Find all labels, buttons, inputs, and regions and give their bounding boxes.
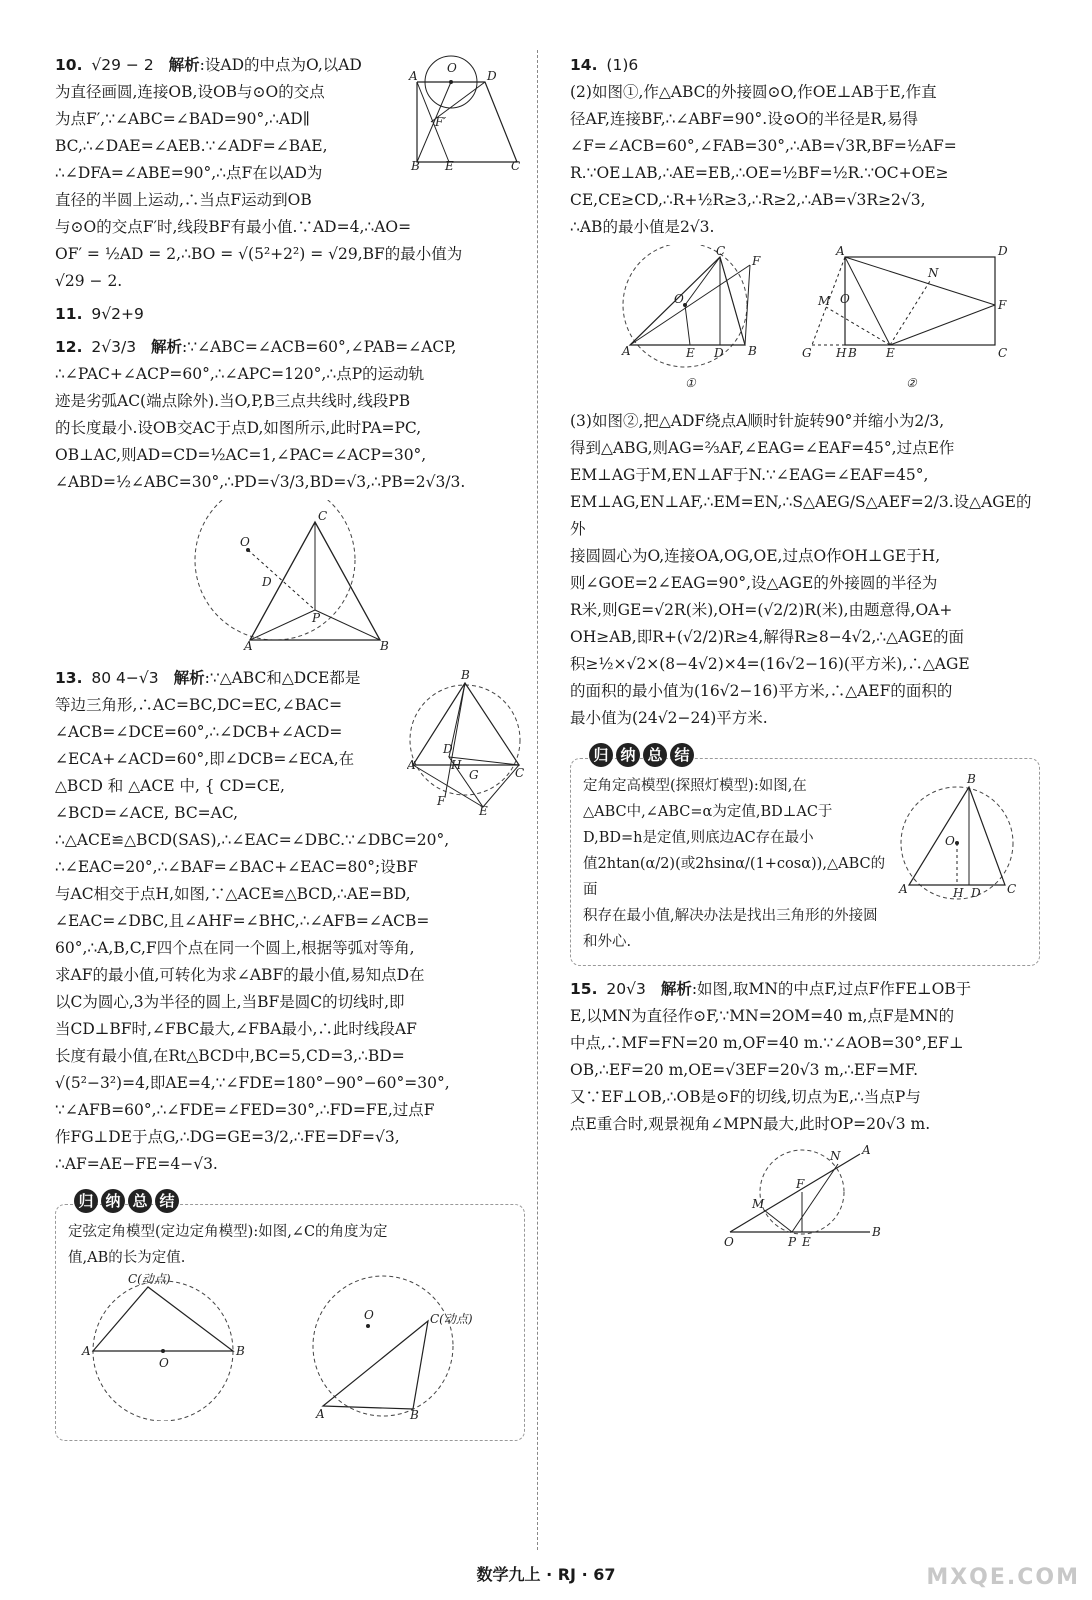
problem-13: [55, 665, 525, 1178]
p14-line: OH≥AB,即R+(√2/2)R≥4,解得R≥8−4√2,∴△AGE的面: [570, 628, 964, 646]
p14-line: 接圆圆心为O,连接OA,OG,OE,过点O作OH⊥GE于H,: [570, 547, 941, 565]
figure-p12: [170, 500, 410, 650]
watermark: MXQE.COM: [926, 1565, 1080, 1590]
svg-text:E: E: [886, 346, 895, 360]
fig1-caption: ①: [685, 376, 696, 390]
svg-text:A: A: [622, 344, 631, 358]
svg-text:F: F: [998, 298, 1007, 312]
p10-label: 解析: [168, 56, 200, 74]
svg-text:A: A: [409, 69, 418, 83]
svg-text:C: C: [998, 346, 1008, 360]
p12-line: ∴∠PAC+∠ACP=60°,∴∠APC=120°,∴点P的运动轨: [55, 365, 425, 383]
svg-text:B: B: [967, 773, 976, 786]
summary-title-char: 总: [128, 1189, 152, 1213]
p12-line: :∵∠ABC=∠ACB=60°,∠PAB=∠ACP,: [182, 338, 457, 356]
summary2-line: 积存在最小值,解决办法是找出三角形的外接圆和外心.: [583, 908, 878, 950]
svg-text:E: E: [479, 804, 488, 815]
p12-line: 的长度最小.设OB交AC于点D,如图所示,此时PA=PC,: [55, 419, 422, 437]
svg-text:C: C: [515, 766, 525, 780]
p10-line: ∴∠DFA=∠ABE=90°,∴点F在以AD为: [55, 164, 323, 182]
problem-15: [570, 976, 1040, 1261]
p13-answer: 80 4−√3: [91, 669, 159, 687]
p13-line: 60°,∴A,B,C,F四个点在同一个圆上,根据等弧对等角,: [55, 939, 415, 957]
summary-box-2: [570, 746, 1040, 966]
svg-text:A: A: [862, 1143, 871, 1157]
svg-text:O: O: [364, 1308, 374, 1322]
summary2-line: 定角定高模型(探照灯模型):如图,在: [583, 778, 807, 794]
svg-text:A: A: [244, 639, 253, 650]
p14-line: R.∵OE⊥AB,∴AE=EB,∴OE=½BF=½R.∵OC+OE≥: [570, 164, 949, 182]
svg-text:G: G: [469, 768, 479, 782]
summary-title-char: 总: [643, 743, 667, 767]
svg-text:O: O: [840, 292, 850, 306]
p14-line: (2)如图①,作△ABC的外接圆⊙O,作OE⊥AB于E,作直: [570, 83, 937, 101]
svg-text:N: N: [928, 266, 939, 280]
p14-line: EM⊥AG,EN⊥AF,∴EM=EN,∴S△AEG/S△AEF=2/3.设△AGE的外: [570, 493, 1032, 538]
p10-line: 为点F′,∵∠ABC=∠BAD=90°,∴AD∥: [55, 110, 310, 128]
right-column: [570, 52, 1040, 1267]
problem-11: [55, 301, 525, 328]
svg-text:A: A: [407, 758, 416, 772]
p13-line: ∠EAC=∠DBC,且∠AHF=∠BHC,∴∠AFB=∠ACB=: [55, 912, 430, 930]
svg-text:P: P: [788, 1235, 797, 1249]
summary-title-char: 结: [670, 743, 694, 767]
p10-line: :设AD的中点为O,以AD: [199, 56, 362, 74]
svg-text:B: B: [410, 1408, 419, 1421]
svg-text:E: E: [802, 1235, 811, 1249]
summary1-line: 值,AB的长为定值.: [68, 1250, 186, 1266]
p15-line: :如图,取MN的中点F,过点F作FE⊥OB于: [691, 980, 972, 998]
svg-text:F: F: [752, 254, 761, 268]
p12-answer: 2√3/3: [91, 338, 137, 356]
p15-line: 又∵EF⊥OB,∴OB是⊙F的切线,切点为E,∴当点P与: [570, 1088, 921, 1106]
svg-text:C: C: [511, 159, 521, 172]
p12-line: 迹是劣弧AC(端点除外).当O,P,B三点共线时,线段PB: [55, 392, 411, 410]
p11-number: 11.: [55, 305, 83, 323]
svg-text:M: M: [752, 1197, 765, 1211]
svg-text:G: G: [802, 346, 812, 360]
p13-line: 以C为圆心,3为半径的圆上,当BF是圆C的切线时,即: [55, 993, 405, 1011]
svg-text:D: D: [487, 69, 497, 83]
svg-text:P: P: [312, 611, 321, 625]
page-footer: 数学九上 · RJ · 67: [476, 1565, 616, 1584]
problem-10: [55, 52, 525, 295]
svg-text:B: B: [411, 159, 420, 172]
svg-text:A: A: [316, 1407, 325, 1421]
p13-line: ∴△ACE≌△BCD(SAS),∴∠EAC=∠DBC.∵∠DBC=20°,: [55, 831, 450, 849]
summary-title-char: 纳: [101, 1189, 125, 1213]
figure-p14: [590, 245, 1020, 395]
svg-text:C: C: [1007, 882, 1017, 896]
p14-line: R米,则GE=√2R(米),OH=(√2/2)R(米),由题意得,OA+: [570, 601, 953, 619]
svg-text:H: H: [451, 758, 462, 772]
summary2-line: △ABC中,∠ABC=α为定值,BD⊥AC于: [583, 804, 833, 820]
p10-answer: √29 − 2: [91, 56, 154, 74]
p13-line: ∴AF=AE−FE=4−√3.: [55, 1155, 218, 1173]
svg-text:O: O: [159, 1356, 169, 1370]
figure-p10: [407, 52, 525, 172]
summary-title-char: 归: [74, 1189, 98, 1213]
p12-number: 12.: [55, 338, 83, 356]
svg-text:D: D: [971, 886, 981, 900]
column-divider: [537, 50, 538, 1550]
p13-line: ∠ECA+∠ACD=60°,即∠DCB=∠ECA,在: [55, 750, 355, 768]
p13-line: √(5²−3²)=4,即AE=4,∵∠FDE=180°−90°−60°=30°,: [55, 1074, 450, 1092]
p15-line: E,以MN为直径作⊙F,∵MN=2OM=40 m,点F是MN的: [570, 1007, 955, 1025]
p14-line: ∴AB的最小值是2√3.: [570, 218, 715, 236]
summary-title: [74, 1189, 179, 1213]
p13-line: △BCD 和 △ACE 中, { CD=CE, ∠BCD=∠ACE, BC=AC,: [55, 777, 285, 822]
p13-line: 与AC相交于点H,如图,∵△ACE≌△BCD,∴AE=BD,: [55, 885, 411, 903]
p14-number: 14.: [570, 56, 598, 74]
p14-line: ∠F=∠ACB=60°,∠FAB=30°,∴AB=√3R,BF=½AF=: [570, 137, 957, 155]
p14-line: 积≥½×√2×(8−4√2)×4=(16√2−16)(平方米),∴△AGE: [570, 655, 970, 673]
p10-line: √29 − 2.: [55, 272, 123, 290]
svg-text:O: O: [724, 1235, 734, 1249]
p14-line: 得到△ABG,则AG=⅔AF,∠EAG=∠EAF=45°,过点E作: [570, 439, 955, 457]
svg-text:D: D: [714, 346, 724, 360]
p14-part1: (1)6: [606, 56, 639, 74]
problem-12: [55, 334, 525, 659]
summary2-line: 值2htan(α/2)(或2hsinα/(1+cosα)),△ABC的面: [583, 856, 886, 898]
p13-line: 长度有最小值,在Rt△BCD中,BC=5,CD=3,∴BD=: [55, 1047, 405, 1065]
p15-number: 15.: [570, 980, 598, 998]
svg-text:B: B: [236, 1344, 245, 1358]
p14-line: 最小值为(24√2−24)平方米.: [570, 709, 768, 727]
summary1-line: 定弦定角模型(定边定角模型):如图,∠C的角度为定: [68, 1224, 388, 1240]
p15-answer: 20√3: [606, 980, 646, 998]
left-column: [55, 52, 525, 1451]
svg-text:A: A: [899, 882, 908, 896]
p13-line: ∴∠EAC=20°,∴∠BAF=∠BAC+∠EAC=80°;设BF: [55, 858, 418, 876]
svg-text:B: B: [872, 1225, 881, 1239]
figure-summary2: [897, 773, 1027, 903]
svg-text:O: O: [945, 834, 955, 848]
svg-text:O: O: [447, 61, 457, 75]
svg-text:C: C: [318, 509, 328, 523]
svg-text:N: N: [830, 1149, 841, 1163]
p14-line: 径AF,连接BF,∴∠ABF=90°.设⊙O的半径是R,易得: [570, 110, 918, 128]
summary-title-char: 归: [589, 743, 613, 767]
summary2-line: D,BD=h是定值,则底边AC存在最小: [583, 830, 814, 846]
svg-text:D: D: [262, 575, 272, 589]
p12-label: 解析: [151, 338, 183, 356]
svg-text:C: C: [716, 245, 726, 258]
figure-p15: [720, 1142, 890, 1252]
problem-14: [570, 52, 1040, 732]
svg-text:B: B: [380, 639, 389, 650]
svg-text:O: O: [240, 535, 250, 549]
svg-text:B: B: [848, 346, 857, 360]
p13-line: :∵△ABC和△DCE都是: [204, 669, 361, 687]
svg-text:B: B: [748, 344, 757, 358]
p10-line: 直径的半圆上运动,∴当点F运动到OB: [55, 191, 312, 209]
p13-label: 解析: [173, 669, 205, 687]
figure-p13: [407, 665, 525, 815]
summary-box-1: [55, 1192, 525, 1441]
p13-line: ∠ACB=∠DCE=60°,∴∠DCB+∠ACD=: [55, 723, 343, 741]
p10-line: 为直径画圆,连接OB,设OB与⊙O的交点: [55, 83, 325, 101]
p13-line: 求AF的最小值,可转化为求∠ABF的最小值,易知点D在: [55, 966, 425, 984]
svg-text:E: E: [445, 159, 454, 172]
p13-line: 当CD⊥BF时,∠FBC最大,∠FBA最小,∴此时线段AF: [55, 1020, 417, 1038]
svg-text:A: A: [82, 1344, 91, 1358]
svg-text:H: H: [953, 886, 964, 900]
svg-text:O: O: [674, 292, 684, 306]
svg-text:A: A: [836, 245, 845, 258]
p13-number: 13.: [55, 669, 83, 687]
p14-line: 则∠GOE=2∠EAG=90°,设△AGE的外接圆的半径为: [570, 574, 938, 592]
svg-text:F: F: [437, 794, 446, 808]
p12-line: ∠ABD=½∠ABC=30°,∴PD=√3/3,BD=√3,∴PB=2√3/3.: [55, 473, 466, 491]
summary-title-char: 纳: [616, 743, 640, 767]
svg-text:E: E: [686, 346, 695, 360]
p15-line: OB,∴EF=20 m,OE=√3EF=20√3 m,∴EF=MF.: [570, 1061, 919, 1079]
p10-line: OF′ = ½AD = 2,∴BO = √(5²+2²) = √29,BF的最小值为: [55, 245, 463, 263]
moving-point-label-2: C(动点): [430, 1312, 473, 1326]
p11-answer: 9√2+9: [91, 305, 144, 323]
summary-title-char: 结: [155, 1189, 179, 1213]
p10-line: BC,∴∠DAE=∠AEB.∵∠ADF=∠BAE,: [55, 137, 328, 155]
p14-line: (3)如图②,把△ADF绕点A顺时针旋转90°并缩小为2/3,: [570, 412, 945, 430]
p15-line: 中点,∴MF=FN=20 m,OF=40 m.∵∠AOB=30°,EF⊥: [570, 1034, 964, 1052]
svg-text:F′: F′: [435, 115, 447, 129]
p14-line: EM⊥AG于M,EN⊥AF于N.∵∠EAG=∠EAF=45°,: [570, 466, 929, 484]
p10-line: 与⊙O的交点F′时,线段BF有最小值.∵AD=4,∴AO=: [55, 218, 412, 236]
p13-line: 作FG⊥DE于点G,∴DG=GE=3/2,∴FE=DF=√3,: [55, 1128, 400, 1146]
p15-line: 点E重合时,观景视角∠MPN最大,此时OP=20√3 m.: [570, 1115, 931, 1133]
p12-line: OB⊥AC,则AD=CD=½AC=1,∠PAC=∠ACP=30°,: [55, 446, 427, 464]
p13-line: 等边三角形,∴AC=BC,DC=EC,∠BAC=: [55, 696, 343, 714]
p15-label: 解析: [660, 980, 692, 998]
p14-line: CE,CE≥CD,∴R+½R≥3,∴R≥2,∴AB=√3R≥2√3,: [570, 191, 926, 209]
svg-text:H: H: [836, 346, 847, 360]
p13-line: ∵∠AFB=60°,∴∠FDE=∠FED=30°,∴FD=FE,过点F: [55, 1101, 435, 1119]
fig2-caption: ②: [906, 376, 917, 390]
svg-text:F: F: [796, 1177, 805, 1191]
figure-summary1: [68, 1271, 514, 1421]
svg-text:D: D: [998, 245, 1008, 258]
summary-title: [589, 743, 694, 767]
moving-point-label-1: C(动点): [128, 1272, 171, 1286]
p10-number: 10.: [55, 56, 83, 74]
svg-text:M: M: [818, 294, 831, 308]
p14-line: 的面积的最小值为(16√2−16)平方米,∴△AEF的面积的: [570, 682, 953, 700]
svg-text:D: D: [443, 742, 453, 756]
svg-text:B: B: [461, 668, 470, 682]
